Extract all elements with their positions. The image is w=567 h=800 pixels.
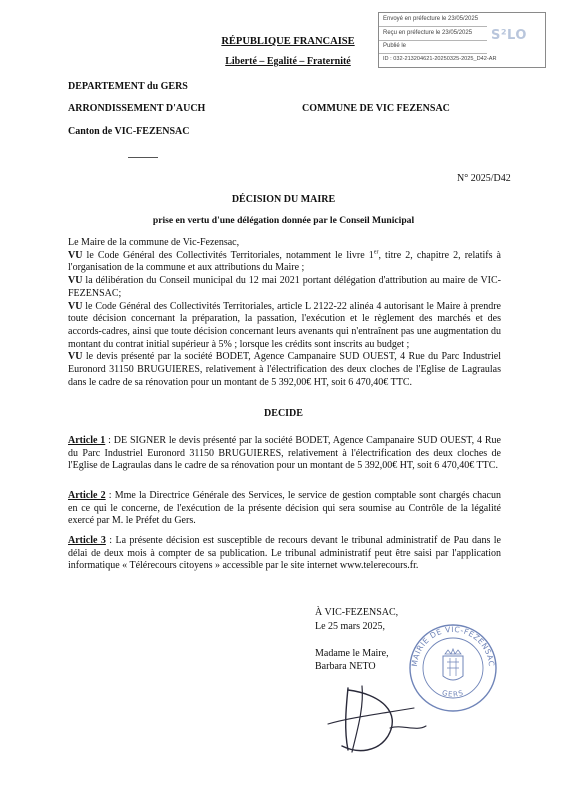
article-1-label: Article 1 bbox=[68, 435, 106, 446]
svg-text:GERS: GERS bbox=[441, 688, 465, 699]
signatory-title: Madame le Maire, bbox=[315, 648, 389, 659]
vu-clause-2: VU la délibération du Conseil municipal du 12 mai 2021 portant délégation d'attribution au maire de VIC-FEZENSAC; bbox=[68, 275, 501, 299]
slo-logo: S²LO bbox=[491, 28, 527, 43]
preamble bbox=[68, 237, 501, 389]
vu-clause-3: VU le Code Général des Collectivités Territoriales, article L 2122-22 alinéa 4 autorisant le Maire à prendre toute décision concernant la préparation, la passation, l'exécution et le règlement des marchés et des accords-cadres, ainsi que toute décision concernant leurs avenants qui n'entraînent pas une augmentation du montant du contrat initial supérieur à 5% ; lorsque les crédits sont inscrits au budget ; bbox=[68, 300, 501, 350]
article-2-label: Article 2 bbox=[68, 490, 106, 501]
prefecture-divider bbox=[379, 40, 487, 41]
article-2 bbox=[68, 490, 501, 528]
article-1 bbox=[68, 435, 501, 473]
canton-label: Canton de VIC-FEZENSAC bbox=[68, 126, 190, 137]
prefecture-stamp-box bbox=[378, 12, 546, 68]
arrondissement-label: ARRONDISSEMENT D'AUCH bbox=[68, 103, 206, 114]
commune-label: COMMUNE DE VIC FEZENSAC bbox=[302, 103, 450, 114]
header-divider bbox=[128, 157, 158, 158]
mairie-seal bbox=[403, 618, 503, 713]
act-id-line: ID : 032-213204621-20250325-2025_D42-AR bbox=[383, 56, 497, 62]
prefecture-divider bbox=[379, 53, 487, 54]
article-1-text: : DE SIGNER le devis présenté par la société BODET, Agence Campanaire SUD OUEST, 4 Rue du Parc Industriel Euronord 31150 BRUGUIERES, relativement à l'électrification des deux cloches de l'Eglise de Lagraulas dans le cadre de sa rénovation pour un montant de 5 392,00€ HT, soit 6 470,40€ TTC. bbox=[68, 435, 501, 472]
decision-title: DÉCISION DU MAIRE bbox=[231, 194, 336, 205]
vu-clause-4: VU le devis présenté par la société BODET, Agence Campanaire SUD OUEST, 4 Rue du Parc Industriel Euronord 31150 BRUGUIERES, relativement à l'électrification des deux cloches de l'Eglise de Lagraulas dans le cadre de sa rénovation pour un montant de 5 392,00€ HT, soit 6 470,40€ TTC. bbox=[68, 351, 501, 388]
signature-place: À VIC-FEZENSAC, bbox=[315, 607, 399, 618]
article-3-text: : La présente décision est susceptible de recours devant le tribunal administratif de Pau dans le délai de deux mois à compter de sa publication. Le tribunal administratif peut être saisi par l'application informatique « Télérecours citoyens » accessible par le site internet www.telerecours.fr. bbox=[68, 535, 501, 572]
preamble-opening: Le Maire de la commune de Vic-Fezensac, bbox=[68, 237, 240, 248]
department-label: DEPARTEMENT du GERS bbox=[68, 81, 188, 92]
decide-heading: DECIDE bbox=[264, 408, 303, 419]
prefecture-divider bbox=[379, 26, 487, 27]
decision-number: N° 2025/D42 bbox=[457, 173, 511, 184]
signature-date: Le 25 mars 2025, bbox=[315, 621, 385, 632]
article-2-text: : Mme la Directrice Générale des Services, le service de gestion comptable sont chargés chacun en ce qui le concerne, de l'exécution de la présente décision qui sera soumise au Contrôle de la légalité exercé par M. le Préfet du Gers. bbox=[68, 490, 501, 527]
republic-motto: Liberté – Egalité – Fraternité bbox=[225, 56, 351, 67]
published-line: Publié le bbox=[383, 43, 407, 49]
article-3 bbox=[68, 535, 501, 573]
sent-date-line: Envoyé en préfecture le 23/05/2025 bbox=[383, 16, 479, 22]
republic-title: RÉPUBLIQUE FRANCAISE bbox=[221, 36, 355, 47]
vu-clause-1: VU le Code Général des Collectivités Territoriales, notamment le livre 1er, titre 2, chapitre 2, relatifs à l'organisation de la commune et aux attributions du Maire ; bbox=[68, 249, 501, 274]
decision-subtitle: prise en vertu d'une délégation donnée par le Conseil Municipal bbox=[152, 215, 415, 226]
received-date-line: Reçu en préfecture le 23/05/2025 bbox=[383, 30, 473, 36]
article-3-label: Article 3 bbox=[68, 535, 106, 546]
signatory-name: Barbara NETO bbox=[315, 661, 376, 672]
svg-text:MAIRIE DE VIC-FEZENSAC: MAIRIE DE VIC-FEZENSAC bbox=[409, 624, 497, 668]
